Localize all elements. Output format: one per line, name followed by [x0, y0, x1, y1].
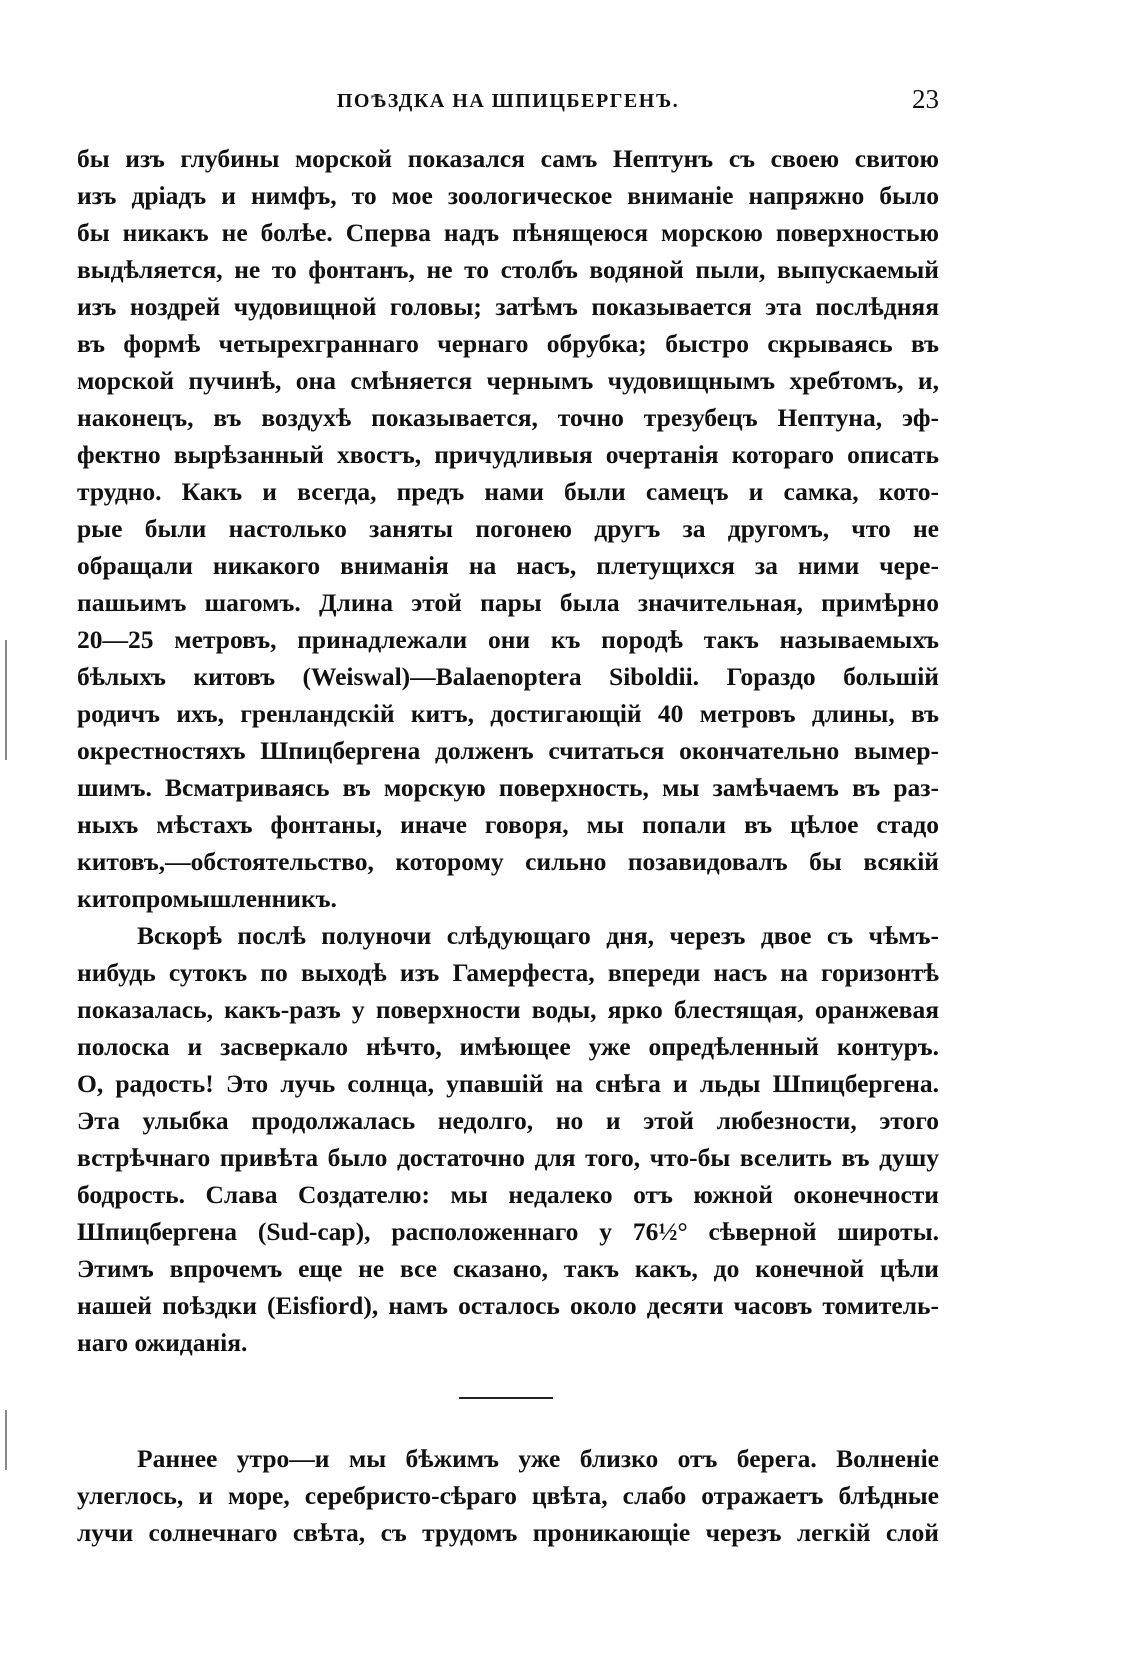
text-line: нибудь сутокъ по выходѣ изъ Гамерфеста, впереди насъ на горизонтѣ: [77, 958, 939, 987]
text-line: выдѣляется, не то фонтанъ, не то столбъ водяной пыли, выпускаемый: [77, 255, 939, 284]
page-number: 23: [912, 84, 939, 114]
text-line: китовъ,—обстоятельство, которому сильно позавидовалъ бы всякій: [77, 847, 939, 876]
scan-edge-mark: [5, 640, 7, 760]
text-line: морской пучинѣ, она смѣняется чернымъ чудовищнымъ хребтомъ, и,: [77, 366, 939, 395]
running-title: ПОѢЗДКА НА ШПИЦБЕРГЕНЪ.: [336, 90, 680, 112]
text-line: встрѣчнаго привѣта было достаточно для того, что-бы вселить въ душу: [77, 1143, 939, 1172]
text-line: ныхъ мѣстахъ фонтаны, иначе говоря, мы попали въ цѣлое стадо: [77, 810, 939, 839]
scan-edge-mark: [5, 1410, 7, 1470]
running-head: [77, 84, 939, 118]
body-text-section: [77, 1440, 939, 1551]
text-line: шимъ. Всматриваясь въ морскую поверхность, мы замѣчаемъ въ раз-: [77, 773, 939, 802]
text-line: наконецъ, въ воздухѣ показывается, точно трезубецъ Нептуна, эф-: [77, 403, 939, 432]
text-line: Вскорѣ послѣ полуночи слѣдующаго дня, черезъ двое съ чѣмъ-: [137, 921, 939, 950]
text-line: фектно вырѣзанный хвостъ, причудливыя очертанія котораго описать: [77, 440, 939, 469]
text-line: лучи солнечнаго свѣта, съ трудомъ проникающіе черезъ легкій слой: [77, 1518, 939, 1547]
section-separator: [459, 1397, 553, 1399]
text-line: окрестностяхъ Шпицбергена долженъ считаться окончательно вымер-: [77, 736, 939, 765]
text-line: обращали никакого вниманія на насъ, плетущихся за ними чере-: [77, 551, 939, 580]
text-line: 20—25 метровъ, принадлежали они къ породѣ такъ называемыхъ: [77, 625, 939, 654]
text-line: изъ ноздрей чудовищной головы; затѣмъ показывается эта послѣдняя: [77, 292, 939, 321]
text-line: въ формѣ четырехграннаго чернаго обрубка; быстро скрываясь въ: [77, 329, 939, 358]
text-line: бодрость. Слава Создателю: мы недалеко отъ южной оконечности: [77, 1180, 939, 1209]
text-line: бѣлыхъ китовъ (Weiswal)—Balaenoptera Siboldii. Гораздо большій: [77, 662, 939, 691]
paragraph: [77, 1440, 939, 1551]
body-text: [77, 140, 939, 1361]
text-line: Шпицбергена (Sud-cap), расположеннаго у 76½° сѣверной широты.: [77, 1217, 939, 1246]
text-line: нашей поѣздки (Eisfiord), намъ осталось около десяти часовъ томитель-: [77, 1291, 939, 1320]
text-line: полоска и засверкало нѣчто, имѣющее уже опредѣленный контуръ.: [77, 1032, 939, 1061]
text-line: показалась, какъ-разъ у поверхности воды, ярко блестящая, оранжевая: [77, 995, 939, 1024]
paragraph: [77, 917, 939, 1361]
text-line: Раннее утро—и мы бѣжимъ уже близко отъ берега. Волненіе: [137, 1444, 939, 1473]
paragraph: [77, 140, 939, 917]
text-line: улеглось, и море, серебристо-сѣраго цвѣта, слабо отражаетъ блѣдные: [77, 1481, 939, 1510]
text-line: рые были настолько заняты погонею другъ за другомъ, что не: [77, 514, 939, 543]
text-line: бы изъ глубины морской показался самъ Нептунъ съ своею свитою: [77, 144, 939, 173]
text-line: наго ожиданія.: [77, 1328, 248, 1357]
text-line: бы никакъ не болѣе. Сперва надъ пѣнящеюся морскою поверхностью: [77, 218, 939, 247]
text-line: пашьимъ шагомъ. Длина этой пары была значительная, примѣрно: [77, 588, 939, 617]
text-line: О, радость! Это лучь солнца, упавшій на снѣга и льды Шпицбергена.: [77, 1069, 939, 1098]
text-line: китопромышленникъ.: [77, 884, 337, 913]
text-line: Эта улыбка продолжалась недолго, но и этой любезности, этого: [77, 1106, 939, 1135]
text-line: Этимъ впрочемъ еще не все сказано, такъ какъ, до конечной цѣли: [77, 1254, 939, 1283]
text-line: родичъ ихъ, гренландскій китъ, достигающій 40 метровъ длины, въ: [77, 699, 939, 728]
text-line: трудно. Какъ и всегда, предъ нами были самецъ и самка, кото-: [77, 477, 939, 506]
text-line: изъ дріадъ и нимфъ, то мое зоологическое вниманіе напряжно было: [77, 181, 939, 210]
